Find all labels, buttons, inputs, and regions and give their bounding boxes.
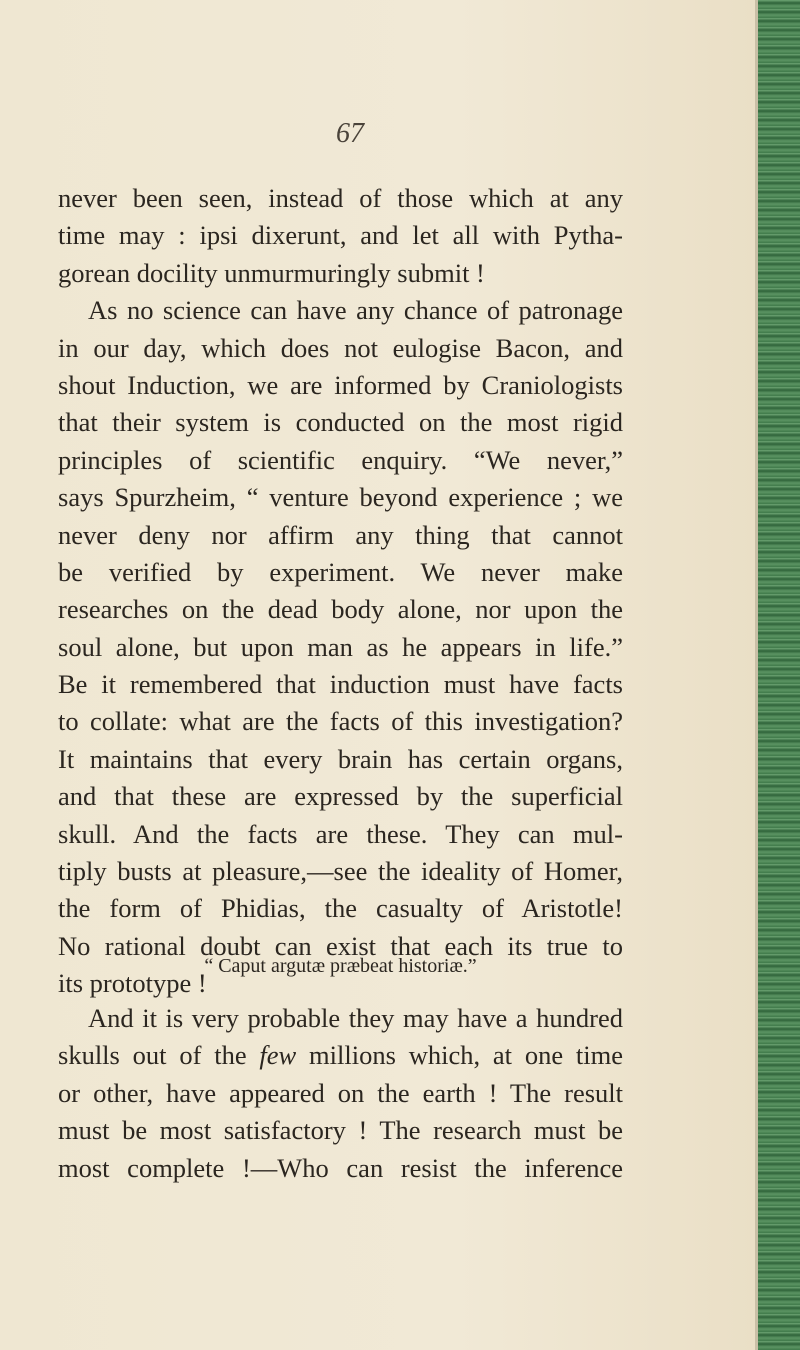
text-line: says Spurzheim, “ venture beyond experience ; we bbox=[58, 482, 623, 513]
latin-quotation: “ Caput argutæ præbeat historiæ.” bbox=[204, 955, 477, 977]
text-line: principles of scientific enquiry. “We never,” bbox=[58, 444, 623, 475]
text-line: tiply busts at pleasure,—see the ideality of Homer, bbox=[58, 856, 623, 887]
text-line: As no science can have any chance of patronage bbox=[88, 295, 623, 326]
text-line: be verified by experiment. We never make bbox=[58, 556, 623, 587]
text-line: And it is very probable they may have a hundred bbox=[88, 1003, 623, 1033]
text-line: time may : ipsi dixerunt, and let all with Pytha- bbox=[58, 220, 623, 251]
page-number: 67 bbox=[336, 118, 364, 149]
book-cover-edge bbox=[755, 0, 800, 1350]
text-line: or other, have appeared on the earth ! The result bbox=[58, 1077, 623, 1108]
text-segment: skulls out of the bbox=[58, 1040, 247, 1071]
text-line: soul alone, but upon man as he appears in life.” bbox=[58, 631, 623, 662]
text-line: never been seen, instead of those which at any bbox=[58, 183, 623, 213]
text-line: No rational doubt can exist that each its true to bbox=[58, 930, 623, 961]
text-line: gorean docility unmurmuringly submit ! bbox=[58, 257, 485, 288]
text-line: to collate: what are the facts of this investigation? bbox=[58, 706, 623, 737]
text-line: in our day, which does not eulogise Bacon, and bbox=[58, 332, 623, 363]
italic-word: few bbox=[259, 1040, 297, 1071]
text-line: the form of Phidias, the casualty of Aristotle! bbox=[58, 893, 623, 924]
text-segment: millions which, at one time bbox=[309, 1040, 624, 1071]
text-line: must be most satisfactory ! The research must be bbox=[58, 1115, 623, 1146]
text-line: shout Induction, we are informed by Craniologists bbox=[58, 369, 623, 400]
text-line: skull. And the facts are these. They can mul- bbox=[58, 818, 623, 849]
text-line: that their system is conducted on the most rigid bbox=[58, 407, 623, 438]
text-line: researches on the dead body alone, nor upon the bbox=[58, 594, 623, 625]
text-line: Be it remembered that induction must have facts bbox=[58, 669, 623, 700]
text-line bbox=[58, 1037, 623, 1074]
text-line: and that these are expressed by the superficial bbox=[58, 781, 623, 812]
closing-paragraph bbox=[58, 1000, 623, 1187]
text-line: most complete !—Who can resist the inference bbox=[58, 1152, 623, 1183]
text-line: never deny nor affirm any thing that cannot bbox=[58, 519, 623, 550]
main-paragraphs bbox=[58, 180, 623, 1003]
text-line: It maintains that every brain has certain organs, bbox=[58, 743, 623, 774]
text-line: its prototype ! bbox=[58, 968, 207, 999]
